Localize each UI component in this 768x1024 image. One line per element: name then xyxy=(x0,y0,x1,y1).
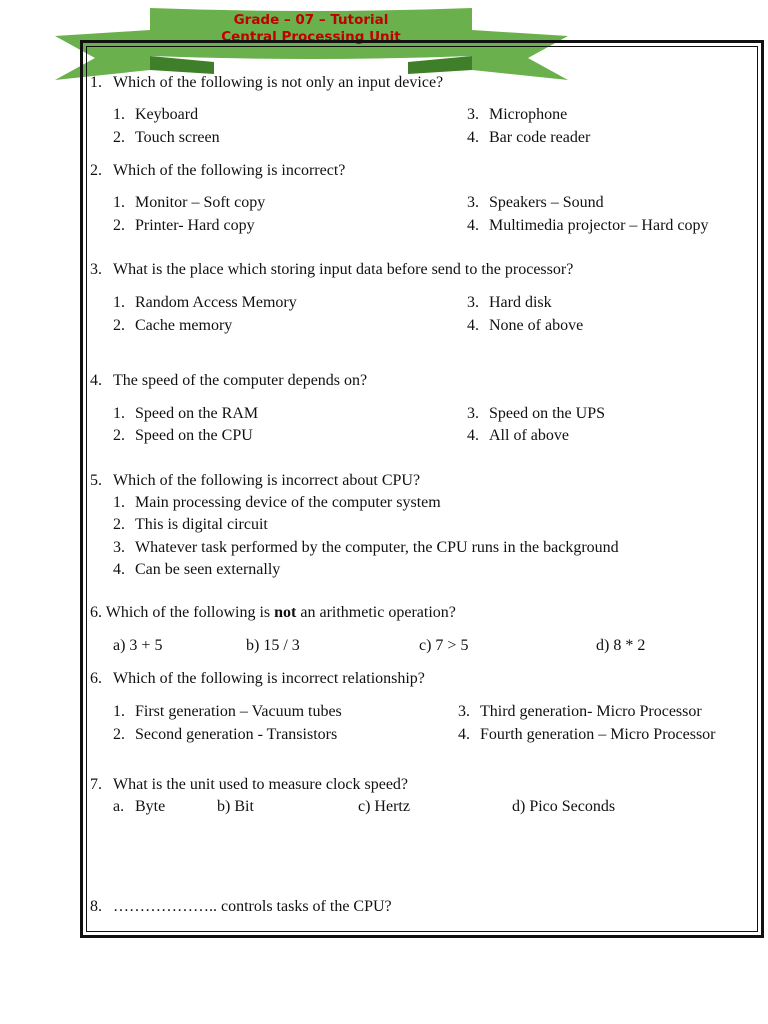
option: 3. Speed on the UPS xyxy=(467,405,605,422)
question-number: 5. xyxy=(90,472,102,489)
option: 1. Main processing device of the computer system xyxy=(113,494,441,511)
option: b) Bit xyxy=(217,798,254,815)
option: 1. Random Access Memory xyxy=(113,294,297,311)
option: 1. First generation – Vacuum tubes xyxy=(113,703,342,720)
question-number: 6. xyxy=(90,670,102,687)
option: 3. Whatever task performed by the computer, the CPU runs in the background xyxy=(113,539,619,556)
option: 2. This is digital circuit xyxy=(113,516,268,533)
question-text-after: an arithmetic operation? xyxy=(300,604,456,621)
question-text: Which of the following is incorrect? xyxy=(113,162,346,179)
option: 4. Multimedia projector – Hard copy xyxy=(467,217,709,234)
title-line-1: Grade – 07 – Tutorial xyxy=(233,12,389,28)
option: 2. Printer- Hard copy xyxy=(113,217,255,234)
question-2 xyxy=(90,162,345,180)
question-number: 2. xyxy=(90,162,102,179)
option: 3. Third generation- Micro Processor xyxy=(458,703,702,720)
option: 4. Fourth generation – Micro Processor xyxy=(458,726,716,743)
question-3 xyxy=(90,261,573,279)
question-7 xyxy=(90,776,408,794)
question-text: What is the place which storing input data before send to the processor? xyxy=(113,261,574,278)
option: 2. Cache memory xyxy=(113,317,233,334)
question-number: 4. xyxy=(90,372,102,389)
option: 3. Speakers – Sound xyxy=(467,194,604,211)
option: 4. None of above xyxy=(467,317,584,334)
question-text: ……………….. controls tasks of the CPU? xyxy=(113,898,392,915)
question-6a xyxy=(90,604,456,622)
question-6b xyxy=(90,670,425,688)
question-text-before: Which of the following is xyxy=(105,604,271,621)
question-8 xyxy=(90,898,392,916)
option: 3. Hard disk xyxy=(467,294,552,311)
option: d) 8 * 2 xyxy=(596,637,646,654)
option: 3. Microphone xyxy=(467,106,568,123)
option: 2. Second generation - Transistors xyxy=(113,726,338,743)
option: 2. Touch screen xyxy=(113,129,220,146)
question-text: Which of the following is not only an input device? xyxy=(113,74,444,91)
option: 1. Speed on the RAM xyxy=(113,405,259,422)
question-5 xyxy=(90,472,420,490)
option: c) Hertz xyxy=(358,798,410,815)
option: 1. Monitor – Soft copy xyxy=(113,194,266,211)
question-text: Which of the following is incorrect about CPU? xyxy=(113,472,421,489)
question-number: 8. xyxy=(90,898,102,915)
option: 4. Bar code reader xyxy=(467,129,591,146)
question-text: The speed of the computer depends on? xyxy=(113,372,368,389)
question-number: 3. xyxy=(90,261,102,278)
option: b) 15 / 3 xyxy=(246,637,300,654)
question-text: Which of the following is incorrect relationship? xyxy=(113,670,425,687)
question-number: 1. xyxy=(90,74,102,91)
title-line-2: Central Processing Unit xyxy=(221,29,401,45)
option: d) Pico Seconds xyxy=(512,798,616,815)
option: 2. Speed on the CPU xyxy=(113,427,253,444)
option: c) 7 > 5 xyxy=(419,637,469,654)
question-4 xyxy=(90,372,367,390)
option: 4. All of above xyxy=(467,427,569,444)
option: 4. Can be seen externally xyxy=(113,561,281,578)
question-text: What is the unit used to measure clock speed? xyxy=(113,776,409,793)
option: a. Byte xyxy=(113,798,166,815)
option: 1. Keyboard xyxy=(113,106,199,123)
option: a) 3 + 5 xyxy=(113,637,163,654)
question-number: 7. xyxy=(90,776,102,793)
question-text-emphasis: not xyxy=(274,604,297,621)
question-1 xyxy=(90,74,443,92)
question-number: 6. xyxy=(90,604,102,621)
